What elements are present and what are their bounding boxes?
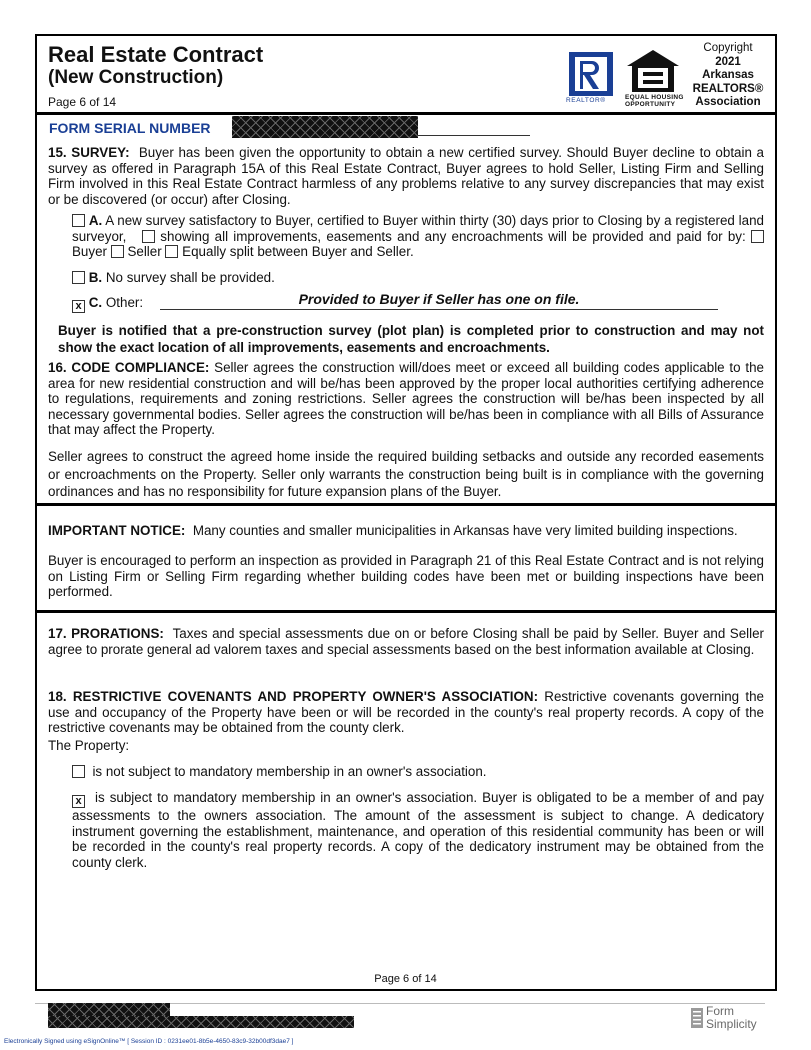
section-15-text: Buyer has been given the opportunity to obtain a new certified survey. Should Buyer decline to obtain a survey as offered in Paragraph 15A of this Real Estate Contract, Buyer agrees to hold Seller, Listing Firm and Selling Firm involved in this Real Estate Contract harmless of any problems relative to any survey discrepancies that may exist or be discovered (or occur) after Closing. [48, 145, 764, 207]
page-label: Page 6 of 14 [48, 95, 117, 109]
equal-housing-text-2: OPPORTUNITY [625, 101, 676, 108]
section-18-body [48, 689, 764, 736]
section-18-text: Restrictive covenants governing the use and occupancy of the Property have been or will be recorded in the county's real property records. A copy of the restrictive covenants may be obtained from the county clerk. [48, 689, 764, 736]
divider-1 [35, 503, 777, 506]
important-text: Many counties and smaller municipalities in Arkansas have very limited building inspections. [192, 523, 738, 538]
survey-notice: Buyer is notified that a pre-construction survey (plot plan) is completed prior to construction and may not show the exact location of all improvements, easements and encroachments. [58, 323, 764, 355]
option-a-text-1: A new survey satisfactory to Buyer, certified to Buyer within thirty (30) days prior to Closing by a registered land surveyor, [72, 213, 764, 244]
signature-redaction-2 [48, 1016, 354, 1028]
certified-checkbox[interactable] [142, 230, 155, 243]
section-16-text: Seller agrees the construction will/does meet or exceed all building codes applicable to the area for new residential construction and will be/has been approved by the proper local authorities certifying adherence to regulations, requirements and zoning restrictions. Seller agrees the construction will be/has been inspected by all necessary governmental bodies. Seller agrees the construction will be/has been in compliance with all Bills of Assurance that may affect the Property. [48, 360, 764, 438]
copyright-line-5: Association [695, 96, 761, 108]
option-c-underline [160, 309, 718, 310]
option-c-value[interactable]: Provided to Buyer if Seller has one on file. [298, 291, 580, 307]
form-title: Real Estate Contract [48, 42, 264, 67]
poa-option-2 [72, 790, 764, 870]
section-15-body [48, 145, 764, 207]
section-17-body [48, 626, 764, 657]
header-divider [35, 112, 777, 115]
important-notice-2: Buyer is encouraged to perform an inspection as provided in Paragraph 21 of this Real Estate Contract and is not relying on Listing Firm or Selling Firm regarding whether building codes have been met or building inspections have been performed. [48, 553, 764, 600]
option-a-checkbox[interactable] [72, 214, 85, 227]
poa-option-2-checkbox[interactable]: x [72, 795, 85, 808]
payer-split-label: Equally split between Buyer and Seller. [182, 244, 414, 260]
payer-buyer-label: Buyer [72, 244, 107, 260]
equal-housing-text-1: EQUAL HOUSING [625, 94, 684, 101]
payer-split-checkbox[interactable] [165, 245, 178, 258]
payer-seller-label: Seller [127, 244, 162, 260]
option-b-label: B. [88, 270, 103, 285]
poa-option-1-text: is not subject to mandatory membership in an owner's association. [92, 764, 487, 779]
option-c-label: C. [88, 295, 103, 310]
equal-housing-icon [624, 48, 682, 94]
option-c-text: Other: [105, 295, 144, 310]
copyright-block [688, 42, 768, 110]
form-subtitle: (New Construction) [48, 67, 224, 88]
copyright-line-2: 2021 [715, 55, 741, 68]
signature-redaction-1 [48, 1003, 170, 1017]
copyright-line-3: Arkansas [702, 69, 754, 81]
poa-option-1-checkbox[interactable] [72, 765, 85, 778]
poa-option-1 [72, 764, 487, 780]
brand-line-2: Simplicity [706, 1017, 757, 1031]
section-16-body [48, 360, 764, 438]
option-c-checkbox[interactable]: x [72, 300, 85, 313]
form-serial-label: FORM SERIAL NUMBER [49, 120, 211, 136]
section-15-heading: 15. SURVEY: [48, 145, 130, 160]
brand-line-1: Form [706, 1004, 734, 1018]
option-c [72, 295, 143, 313]
property-label: The Property: [48, 738, 130, 753]
option-b-checkbox[interactable] [72, 271, 85, 284]
serial-underline [418, 135, 530, 136]
important-notice [48, 523, 764, 539]
copyright-line-1: Copyright [703, 42, 753, 54]
payer-seller-checkbox[interactable] [111, 245, 124, 258]
option-b [72, 270, 275, 286]
poa-option-2-text: is subject to mandatory membership in an owner's association. Buyer is obligated to be a member of and pay assessments to the owners association. The amount of the assessment is subject to change. A dedicatory instrument governing the establishment, maintenance, and operation of this residential community has been or will be recorded in the county's real property records. A copy of the dedicatory instrument may be obtained from the county clerk. [72, 790, 764, 870]
form-simplicity-brand [706, 1005, 757, 1031]
divider-2 [35, 610, 777, 613]
realtor-mark-text: REALTOR® [566, 97, 606, 104]
section-16-body-2: Seller agrees to construct the agreed home inside the required building setbacks and outside any recorded easements or encroachments on the Property. Seller only warrants the construction being built is in compliance with the governing ordinances and has no responsibility for future expansion plans of the Buyer. [48, 449, 764, 499]
footer-page-label: Page 6 of 14 [374, 973, 437, 985]
option-a-label: A. [88, 213, 103, 228]
option-b-text: No survey shall be provided. [105, 270, 275, 285]
payer-buyer-checkbox[interactable] [751, 230, 764, 243]
section-17-heading: 17. PRORATIONS: [48, 626, 164, 641]
serial-redaction [232, 116, 418, 138]
option-a-text-2: showing all improvements, easements and any encroachments will be provided and paid for by: [160, 228, 746, 244]
esign-footer: Electronically Signed using eSignOnline™ [ Session ID : 0231ee01-8b5e-4650-83c9-32b00df3dae7 ] [4, 1038, 294, 1045]
section-17-text: Taxes and special assessments due on or before Closing shall be paid by Seller. Buyer and Seller agree to prorate general ad valorem taxes and special assessments based on the best information available at Closing. [48, 626, 765, 657]
important-heading: IMPORTANT NOTICE: [48, 523, 186, 538]
section-16-heading: 16. CODE COMPLIANCE: [48, 360, 210, 375]
copyright-line-4: REALTORS® [692, 82, 764, 95]
option-a [72, 213, 764, 260]
form-simplicity-icon [690, 1007, 704, 1029]
section-18-heading: 18. RESTRICTIVE COVENANTS AND PROPERTY OWNER'S ASSOCIATION: [48, 689, 539, 704]
